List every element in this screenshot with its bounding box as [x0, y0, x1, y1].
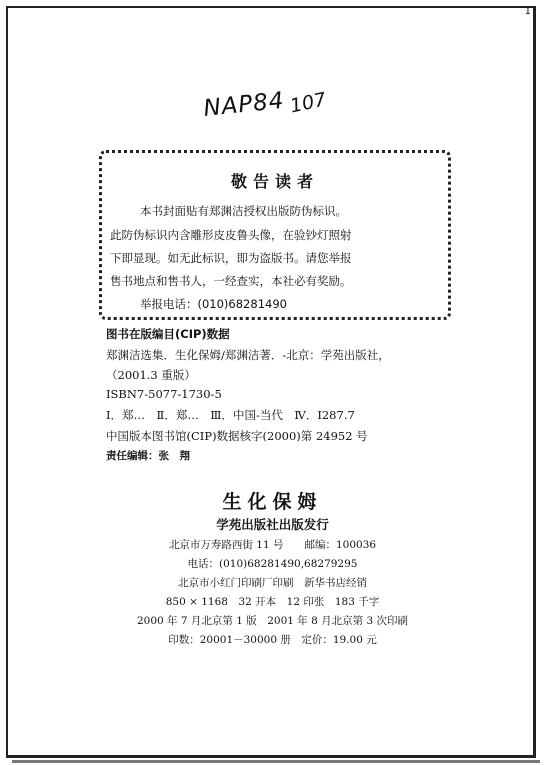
notice-line: 售书地点和售书人，一经查实，本社必有奖励。	[110, 274, 352, 288]
corner-mark: 1	[524, 6, 531, 17]
page-shadow	[12, 760, 540, 763]
cip-reprint-line: （2001.3 重版）	[106, 368, 196, 382]
book-title: 生化保姆	[222, 491, 323, 513]
handwritten-call-number: NAP84	[202, 87, 286, 122]
editor-credit: 责任编辑：张 翔	[106, 450, 190, 462]
cip-classification: Ⅰ．郑… Ⅱ．郑… Ⅲ．中国-当代 Ⅳ．I287.7	[106, 408, 355, 422]
printer-line: 北京市小红门印刷厂印刷 新华书店经销	[178, 577, 367, 589]
cip-isbn: ISBN7-5077-1730-5	[106, 387, 222, 401]
cip-heading: 图书在版编目(CIP)数据	[106, 327, 230, 341]
notice-line: 下即显现。如无此标识，即为盗版书。请您举报	[110, 251, 352, 265]
print-run-price: 印数：20001－30000 册 定价：19.00 元	[168, 634, 377, 646]
notice-line: 本书封面贴有郑渊洁授权出版防伪标识。	[140, 204, 347, 218]
handwritten-number: 107	[288, 88, 329, 118]
notice-title: 敬告读者	[230, 172, 319, 191]
publisher-address: 北京市万寿路西街 11 号 邮编：100036	[168, 539, 377, 551]
cip-title-line: 郑渊洁选集．生化保姆/郑渊洁著．-北京：学苑出版社，	[106, 348, 390, 362]
edition-line: 2000 年 7 月北京第 1 版 2001 年 8 月北京第 3 次印刷	[136, 615, 409, 627]
publisher-phone: 电话：(010)68281490,68279295	[187, 558, 358, 570]
notice-line: 此防伪标识内含雕形皮皮鲁头像，在验钞灯照射	[110, 228, 352, 242]
cip-library-record: 中国版本图书馆(CIP)数据核字(2000)第 24952 号	[106, 429, 368, 443]
reader-notice-box	[99, 150, 451, 320]
format-line: 850 × 1168 32 开本 12 印张 183 千字	[165, 596, 380, 608]
report-phone: 举报电话：(010)68281490	[140, 297, 287, 311]
publisher-line: 学苑出版社出版发行	[216, 517, 329, 532]
